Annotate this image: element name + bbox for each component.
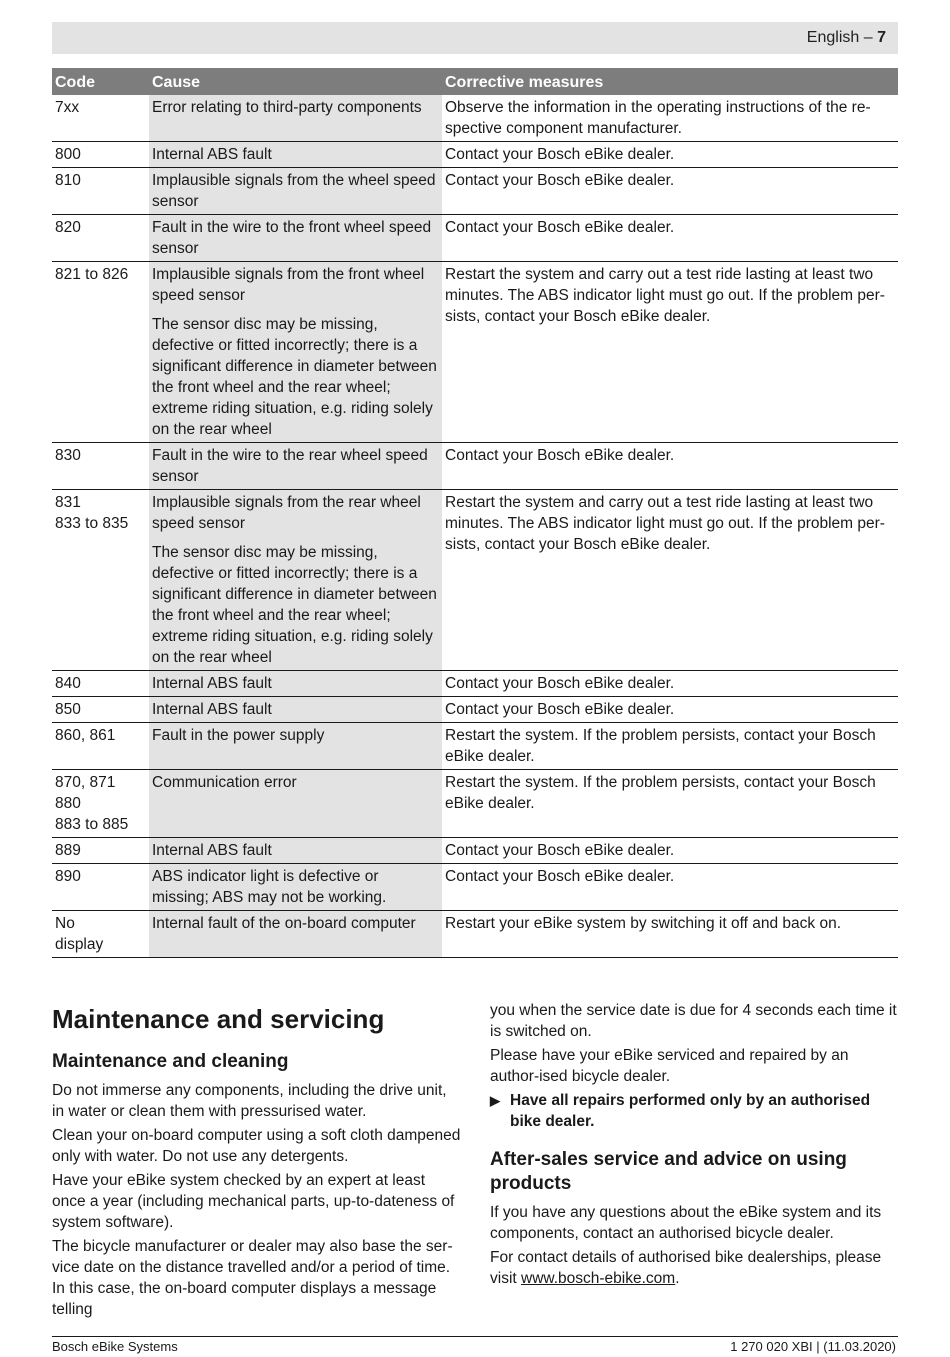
cause-cell xyxy=(149,864,442,911)
cause-text: Internal fault of the on-board computer xyxy=(152,915,416,932)
code-cell xyxy=(52,262,149,443)
code-cell xyxy=(52,142,149,168)
measure-cell: Restart the system. If the problem persists, contact your Bosch eBike dealer. xyxy=(442,723,898,770)
error-code: 850 xyxy=(55,701,81,718)
cause-text: Communication error xyxy=(152,774,297,791)
code-cell xyxy=(52,168,149,215)
cause-text: Implausible signals from the front wheel speed sensor xyxy=(152,266,425,304)
measure-cell: Restart the system and carry out a test ride lasting at least two minutes. The ABS indicator light must go out. If the problem per-sists, contact your Bosch eBike dealer. xyxy=(442,262,898,443)
code-cell xyxy=(52,838,149,864)
error-code: 840 xyxy=(55,675,81,692)
subsection-after-sales: After-sales service and advice on using products xyxy=(490,1149,847,1194)
cause-cell xyxy=(149,723,442,770)
triangle-bullet-icon: ▶ xyxy=(490,1093,500,1108)
cause-cell xyxy=(149,95,442,142)
cause-text: Internal ABS fault xyxy=(152,146,272,163)
table-row xyxy=(52,864,898,911)
error-code: 820 xyxy=(55,219,81,236)
measure-cell: Restart your eBike system by switching it off and back on. xyxy=(442,911,898,958)
error-code: 860, 861 xyxy=(55,727,116,744)
bullet-item xyxy=(490,1090,898,1132)
table-row xyxy=(52,168,898,215)
cause-cell xyxy=(149,262,442,443)
error-code: 830 xyxy=(55,447,81,464)
measure-cell: Contact your Bosch eBike dealer. xyxy=(442,864,898,911)
table-row xyxy=(52,142,898,168)
error-code: 889 xyxy=(55,842,81,859)
table-row xyxy=(52,697,898,723)
code-cell xyxy=(52,443,149,490)
cause-text: Fault in the wire to the rear wheel speed sensor xyxy=(152,447,428,485)
cause-cell xyxy=(149,911,442,958)
error-code: 890 xyxy=(55,868,81,885)
cause-cell xyxy=(149,490,442,671)
error-code: 870, 871 xyxy=(55,774,116,791)
measure-cell: Contact your Bosch eBike dealer. xyxy=(442,168,898,215)
table-row xyxy=(52,490,898,671)
error-code: 810 xyxy=(55,172,81,189)
table-row xyxy=(52,95,898,142)
cause-text: Internal ABS fault xyxy=(152,842,272,859)
table-row xyxy=(52,262,898,443)
measure-cell: Contact your Bosch eBike dealer. xyxy=(442,443,898,490)
measure-cell: Contact your Bosch eBike dealer. xyxy=(442,697,898,723)
contact-text: For contact details of authorised bike dealerships, please visit xyxy=(490,1249,882,1287)
page-number: 7 xyxy=(877,29,886,46)
footer-rule xyxy=(52,1336,898,1337)
code-cell xyxy=(52,215,149,262)
cause-cell xyxy=(149,168,442,215)
error-code: 7xx xyxy=(55,99,80,116)
measure-cell: Restart the system and carry out a test ride lasting at least two minutes. The ABS indicator light must go out. If the problem per-sists, contact your Bosch eBike dealer. xyxy=(442,490,898,671)
error-code: 883 to 885 xyxy=(55,816,129,833)
paragraph: Have your eBike system checked by an expert at least once a year (including mechanical parts, up-to-dateness of system software). xyxy=(52,1172,455,1231)
error-code: 831 xyxy=(55,494,81,511)
paragraph: you when the service date is due for 4 seconds each time it is switched on. xyxy=(490,1002,897,1040)
table-row xyxy=(52,911,898,958)
table-row xyxy=(52,443,898,490)
error-code: 880 xyxy=(55,795,81,812)
code-cell xyxy=(52,723,149,770)
code-cell xyxy=(52,770,149,838)
cause-cell xyxy=(149,215,442,262)
error-code: No xyxy=(55,915,75,932)
left-column xyxy=(52,1000,462,1323)
cause-text: Internal ABS fault xyxy=(152,675,272,692)
footer-company: Bosch eBike Systems xyxy=(52,1339,178,1354)
cause-text: The sensor disc may be missing, defective or fitted incorrectly; there is a significant difference in diameter between the front wheel and the rear wheel; extreme riding situation, e.g. riding solely on the rear wheel xyxy=(152,316,437,438)
paragraph: If you have any questions about the eBike system and its components, contact an authorised bicycle dealer. xyxy=(490,1204,882,1242)
table-row xyxy=(52,215,898,262)
header-separator: – xyxy=(863,29,873,46)
table-row xyxy=(52,838,898,864)
cause-text: Error relating to third-party components xyxy=(152,99,422,116)
code-cell xyxy=(52,490,149,671)
error-code-table xyxy=(52,68,898,958)
cause-cell xyxy=(149,770,442,838)
cause-text: Fault in the wire to the front wheel speed sensor xyxy=(152,219,432,257)
subsection-maintenance-cleaning: Maintenance and cleaning xyxy=(52,1051,289,1072)
bosch-ebike-link[interactable]: www.bosch-ebike.com xyxy=(521,1270,676,1287)
code-cell xyxy=(52,864,149,911)
right-column xyxy=(490,1000,898,1292)
section-title: Maintenance and servicing xyxy=(52,1004,385,1034)
cause-text: ABS indicator light is defective or missing; ABS may not be working. xyxy=(152,868,387,906)
table-header-row xyxy=(52,68,898,95)
paragraph: Clean your on-board computer using a soft cloth dampened only with water. Do not use any detergents. xyxy=(52,1127,461,1165)
cause-text: Implausible signals from the wheel speed sensor xyxy=(152,172,436,210)
cause-text: The sensor disc may be missing, defective or fitted incorrectly; there is a significant difference in diameter between the front wheel and the rear wheel; extreme riding situation, e.g. riding solely on the rear wheel xyxy=(152,544,437,666)
measure-cell: Observe the information in the operating instructions of the re-spective component manufacturer. xyxy=(442,95,898,142)
page-header-bar xyxy=(52,22,898,54)
measure-cell: Contact your Bosch eBike dealer. xyxy=(442,671,898,697)
contact-text-end: . xyxy=(675,1270,680,1287)
header-measures: Corrective measures xyxy=(442,68,898,95)
page-header-text xyxy=(807,29,886,47)
error-code: display xyxy=(55,936,104,953)
code-cell xyxy=(52,911,149,958)
cause-cell xyxy=(149,443,442,490)
code-cell xyxy=(52,671,149,697)
paragraph: The bicycle manufacturer or dealer may also base the ser-vice date on the distance travelled and/or a period of time. In this case, the on-board computer displays a message telling xyxy=(52,1238,453,1318)
cause-text: Implausible signals from the rear wheel speed sensor xyxy=(152,494,421,532)
header-code: Code xyxy=(52,68,149,95)
cause-cell xyxy=(149,671,442,697)
bullet-text: Have all repairs performed only by an authorised bike dealer. xyxy=(510,1092,871,1130)
cause-text: Fault in the power supply xyxy=(152,727,325,744)
error-code: 833 to 835 xyxy=(55,515,129,532)
table-row xyxy=(52,723,898,770)
cause-cell xyxy=(149,838,442,864)
code-cell xyxy=(52,95,149,142)
table-row xyxy=(52,671,898,697)
footer-doc-number: 1 270 020 XBI | (11.03.2020) xyxy=(730,1339,896,1354)
cause-cell xyxy=(149,142,442,168)
table-body xyxy=(52,95,898,958)
code-cell xyxy=(52,697,149,723)
measure-cell: Contact your Bosch eBike dealer. xyxy=(442,215,898,262)
measure-cell: Restart the system. If the problem persists, contact your Bosch eBike dealer. xyxy=(442,770,898,838)
error-code: 821 to 826 xyxy=(55,266,129,283)
header-cause: Cause xyxy=(149,68,442,95)
paragraph: Please have your eBike serviced and repaired by an author-ised bicycle dealer. xyxy=(490,1047,849,1085)
header-language: English xyxy=(806,29,860,46)
measure-cell: Contact your Bosch eBike dealer. xyxy=(442,838,898,864)
cause-cell xyxy=(149,697,442,723)
paragraph: Do not immerse any components, including the drive unit, in water or clean them with pressurised water. xyxy=(52,1082,447,1120)
error-code: 800 xyxy=(55,146,81,163)
measure-cell: Contact your Bosch eBike dealer. xyxy=(442,142,898,168)
paragraph xyxy=(490,1247,898,1289)
cause-text: Internal ABS fault xyxy=(152,701,272,718)
table-row xyxy=(52,770,898,838)
